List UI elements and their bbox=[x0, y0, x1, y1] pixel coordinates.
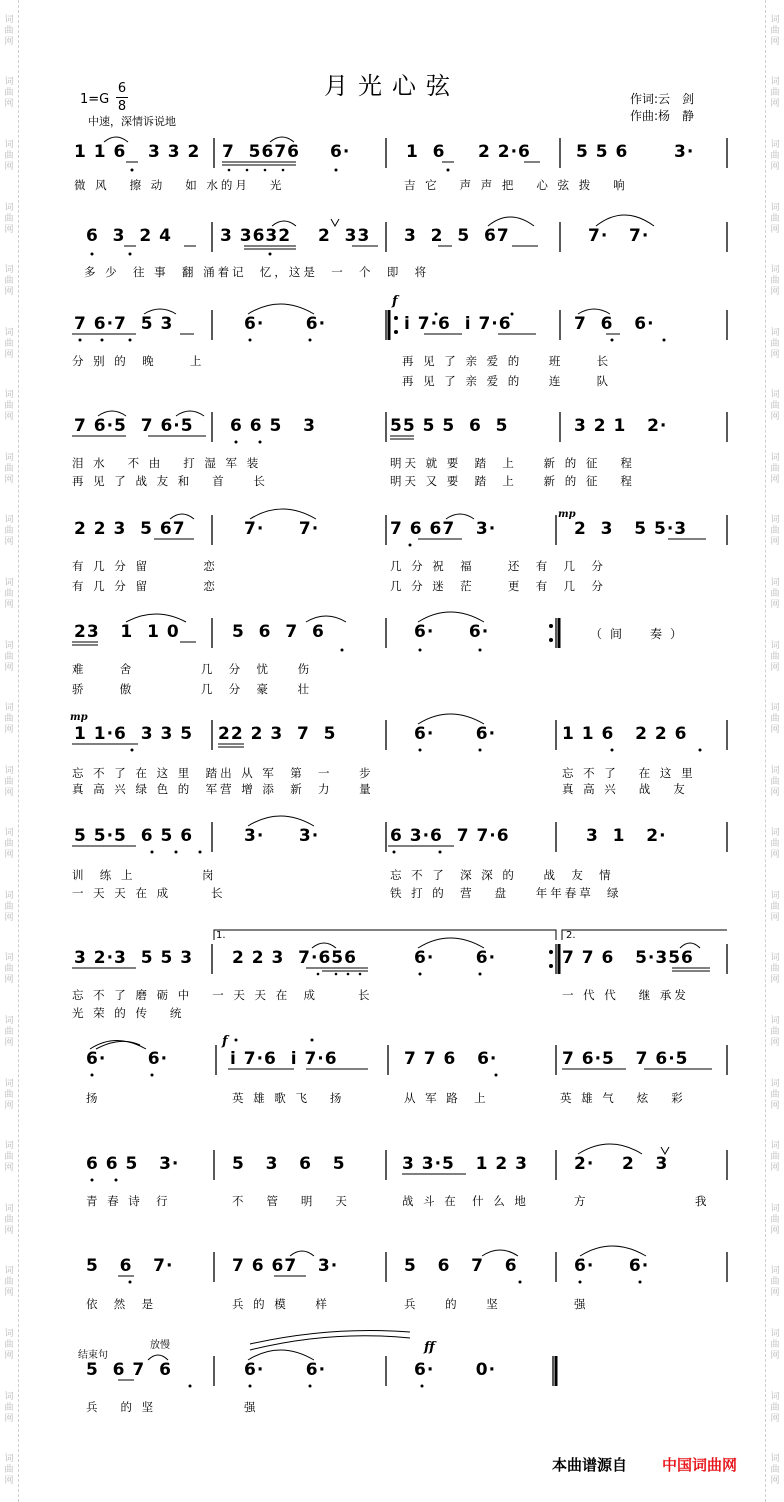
volta-second-label: 2. bbox=[566, 930, 576, 941]
watermark-text: 词曲网 bbox=[770, 139, 780, 172]
measure-notes: 7· 7· bbox=[244, 519, 320, 539]
watermark-text: 词曲网 bbox=[4, 515, 14, 548]
volta-brackets bbox=[214, 930, 727, 940]
watermark-text: 词曲网 bbox=[4, 77, 14, 110]
key-signature: 1=G bbox=[80, 92, 110, 107]
measure-notes: 6· bbox=[330, 142, 351, 162]
watermark-text: 词曲网 bbox=[770, 703, 780, 736]
watermark-text: 词曲网 bbox=[770, 77, 780, 110]
watermark-text: 词曲网 bbox=[4, 577, 14, 610]
lyricist-credit: 作词:云 剑 bbox=[630, 92, 695, 106]
measure-notes: 5 5 6 bbox=[576, 142, 629, 162]
lyric-line: 有 几 分 留 恋 bbox=[72, 559, 218, 573]
dynamic-forte: f bbox=[222, 1034, 228, 1049]
measure-notes: 5 6 7 6 bbox=[404, 1256, 518, 1276]
measure-notes: 23 1 1 0 bbox=[74, 622, 180, 642]
lyric-line: 英 雄 气 炫 彩 bbox=[560, 1091, 686, 1105]
lyric-line: 忘 不 了 深 深 的 战 友 情 bbox=[390, 868, 614, 882]
watermark-text: 词曲网 bbox=[770, 1266, 780, 1299]
measure-notes: 7 6 67 3· bbox=[232, 1256, 339, 1276]
measure-notes: i 7·6 i 7·6 bbox=[230, 1049, 338, 1069]
watermark-text: 词曲网 bbox=[4, 1266, 14, 1299]
watermark-text: 词曲网 bbox=[4, 202, 14, 235]
measure-notes: i 7·6 i 7·6 bbox=[404, 314, 512, 334]
measure-notes: 5 5·5 6 5 6 bbox=[74, 826, 194, 846]
lyric-line: 训 练 上 岗 bbox=[72, 868, 217, 882]
source-prefix: 本曲谱源自 bbox=[552, 1456, 628, 1474]
lyric-line: 兵 的 坚 bbox=[86, 1400, 157, 1414]
measure-notes: 1 1 6 2 2 6 bbox=[562, 724, 688, 744]
lyric-line: 再 见 了 亲 爱 的 班 长 bbox=[402, 354, 612, 368]
watermark-text: 词曲网 bbox=[770, 1016, 780, 1049]
lyric-line: 强 bbox=[244, 1400, 259, 1414]
measure-notes: 6· 6· bbox=[414, 724, 497, 744]
watermark-text: 词曲网 bbox=[770, 1203, 780, 1236]
watermark-text: 词曲网 bbox=[4, 1328, 14, 1361]
measure-notes: 22 2 3 7 5 bbox=[218, 724, 337, 744]
watermark-text: 词曲网 bbox=[770, 1141, 780, 1174]
watermark-text: 词曲网 bbox=[770, 765, 780, 798]
lyric-line: 不 管 明 天 bbox=[232, 1194, 350, 1208]
watermark-text: 词曲网 bbox=[770, 1454, 780, 1487]
measure-notes: 3 2·3 5 5 3 bbox=[74, 948, 194, 968]
measure-notes: 7· 7· bbox=[588, 226, 650, 246]
measure-notes: 1 6 bbox=[406, 142, 446, 162]
watermark-text: 词曲网 bbox=[4, 703, 14, 736]
lyric-line: 泪 水 不 由 打 湿 军 装 bbox=[72, 456, 262, 470]
measure-notes: 7 6·5 7 6·5 bbox=[562, 1049, 689, 1069]
watermark-text: 词曲网 bbox=[4, 1078, 14, 1111]
lyric-line: 青 春 诗 行 bbox=[86, 1194, 171, 1208]
watermark-text: 词曲网 bbox=[4, 640, 14, 673]
measure-notes: 6 6 5 3· bbox=[86, 1154, 180, 1174]
watermark-text: 词曲网 bbox=[770, 953, 780, 986]
meter-bottom: 8 bbox=[117, 99, 127, 114]
watermark-text: 词曲网 bbox=[4, 14, 14, 47]
lyric-line: 真 高 兴 绿 色 的 军营 增 添 新 力 量 bbox=[72, 782, 374, 796]
lyric-line: 忘 不 了 磨 砺 中 一 天 天 在 成 长 bbox=[72, 988, 373, 1002]
measure-notes: 2 33 bbox=[318, 226, 371, 246]
measure-notes: 3 3632 bbox=[220, 226, 292, 246]
lyric-line: 难 舍 几 分 忧 伤 bbox=[72, 662, 313, 676]
measure-notes: 2 2 3 5 67 bbox=[74, 519, 186, 539]
watermark-text: 词曲网 bbox=[770, 640, 780, 673]
lyric-line: 忘 不 了 在 这 里 bbox=[562, 766, 696, 780]
measure-notes: 3 2 5 67 bbox=[404, 226, 510, 246]
measure-notes: 7 6 67 3· bbox=[390, 519, 497, 539]
measure-notes: 6· 6· bbox=[414, 622, 490, 642]
watermark-text: 词曲网 bbox=[4, 1016, 14, 1049]
measure-notes: 1 1 6 bbox=[74, 142, 127, 162]
lyric-line: 吉 它 声 声 把 心 弦 拨 响 bbox=[404, 178, 628, 192]
measure-notes: 6 6 5 3 bbox=[230, 416, 316, 436]
watermark-text: 词曲网 bbox=[4, 1391, 14, 1424]
lyric-line: 光 荣 的 传 统 bbox=[72, 1006, 185, 1020]
watermark-text: 词曲网 bbox=[4, 953, 14, 986]
measure-notes: 7 5676 bbox=[222, 142, 300, 162]
measure-notes: 2 2·6 bbox=[478, 142, 531, 162]
lyric-line: 铁 打 的 营 盘 年年春草 绿 bbox=[390, 886, 622, 900]
watermark-text: 词曲网 bbox=[4, 139, 14, 172]
lyric-line: 再 见 了 亲 爱 的 连 队 bbox=[402, 374, 612, 388]
watermark-text: 词曲网 bbox=[770, 890, 780, 923]
lyric-line: 明天 就 要 踏 上 新 的 征 程 bbox=[390, 456, 635, 470]
watermark-text: 词曲网 bbox=[770, 265, 780, 298]
measure-notes: 2 3 5 5·3 bbox=[574, 519, 688, 539]
measure-notes: 3· 3· bbox=[244, 826, 320, 846]
song-title: 月光心弦 bbox=[324, 72, 460, 100]
watermark-text: 词曲网 bbox=[770, 202, 780, 235]
dynamic-forte: f bbox=[392, 294, 398, 309]
watermark-text: 词曲网 bbox=[770, 390, 780, 423]
measure-notes: 7 6·7 5 3 bbox=[74, 314, 174, 334]
lyric-line: 一 天 天 在 成 长 bbox=[72, 886, 226, 900]
measure-notes: 5 6 7 6 bbox=[232, 622, 325, 642]
lyric-line: 忘 不 了 在 这 里 踏出 从 军 第 一 步 bbox=[72, 766, 374, 780]
measure-notes: 6· 6· bbox=[574, 1256, 650, 1276]
watermark-text: 词曲网 bbox=[4, 452, 14, 485]
measure-notes: 3 1 2· bbox=[586, 826, 667, 846]
measure-notes: 3 2 1 2· bbox=[574, 416, 668, 436]
watermark-text: 词曲网 bbox=[4, 1141, 14, 1174]
dynamic-fortissimo: ff bbox=[424, 1340, 435, 1355]
measure-notes: 6· 6· bbox=[244, 314, 327, 334]
watermark-text: 词曲网 bbox=[770, 1328, 780, 1361]
lyric-line: 分 别 的 晚 上 bbox=[72, 354, 205, 368]
measure-notes: 6 3 2 4 bbox=[86, 226, 172, 246]
lyric-line: 依 然 是 bbox=[86, 1297, 157, 1311]
ritardando-label: 放慢 bbox=[150, 1340, 170, 1351]
watermark-text: 词曲网 bbox=[4, 890, 14, 923]
measure-notes: 2 2 3 7·656 bbox=[232, 948, 357, 968]
lyric-line: 兵 的 模 样 bbox=[232, 1297, 330, 1311]
lyric-line: 真 高 兴 战 友 bbox=[562, 782, 688, 796]
measure-notes: 3 3·5 1 2 3 bbox=[402, 1154, 528, 1174]
measure-notes: 7 7 6 5·356 bbox=[562, 948, 694, 968]
watermark-text: 词曲网 bbox=[770, 1078, 780, 1111]
interlude-label: （间 奏） bbox=[590, 627, 691, 641]
watermark-text: 词曲网 bbox=[770, 327, 780, 360]
watermark-text: 词曲网 bbox=[770, 14, 780, 47]
coda-label: 结束句 bbox=[78, 1350, 108, 1361]
site-name-link[interactable]: 中国词曲网 bbox=[662, 1456, 738, 1474]
lyric-line: 多 少 往 事 翻 涌着记 忆，这是 一 个 即 将 bbox=[84, 265, 430, 279]
composer-credit: 作曲:杨 静 bbox=[630, 109, 695, 123]
watermark-text: 词曲网 bbox=[770, 515, 780, 548]
measure-notes: 7 7 6 6· bbox=[404, 1049, 498, 1069]
measure-notes: 3 3 2 bbox=[148, 142, 201, 162]
meter-top: 6 bbox=[117, 81, 127, 96]
watermark-text: 词曲网 bbox=[4, 1454, 14, 1487]
lyric-line: 骄 傲 几 分 豪 壮 bbox=[72, 682, 313, 696]
measure-notes: 2· 2 3 bbox=[574, 1154, 669, 1174]
watermark-text: 词曲网 bbox=[770, 452, 780, 485]
volta-first-label: 1. bbox=[216, 930, 226, 941]
measure-notes: 7 6·5 7 6·5 bbox=[74, 416, 194, 436]
measure-notes: 3· bbox=[674, 142, 695, 162]
lyric-line: 有 几 分 留 恋 bbox=[72, 579, 218, 593]
dynamic-mezzo-piano: mp bbox=[70, 712, 88, 723]
measure-notes: 5 6 7 6 bbox=[86, 1360, 172, 1380]
measure-notes: 6· 6· bbox=[86, 1049, 169, 1069]
measure-notes: 6· 6· bbox=[414, 948, 497, 968]
measure-notes: 6 3·6 7 7·6 bbox=[390, 826, 510, 846]
measure-notes: 1 1·6 3 3 5 bbox=[74, 724, 194, 744]
lyric-line: 几 分 祝 福 还 有 几 分 bbox=[390, 559, 606, 573]
watermark-text: 词曲网 bbox=[770, 828, 780, 861]
measure-notes: 5 3 6 5 bbox=[232, 1154, 346, 1174]
lyric-line: 方 我 bbox=[574, 1194, 710, 1208]
watermark-text: 词曲网 bbox=[4, 390, 14, 423]
lyric-line: 再 见 了 战 友 和 首 长 bbox=[72, 474, 268, 488]
measure-notes: 5 6 7· bbox=[86, 1256, 174, 1276]
watermark-text: 词曲网 bbox=[4, 327, 14, 360]
measure-notes: 6· 6· bbox=[244, 1360, 327, 1380]
lyric-line: 几 分 迷 茫 更 有 几 分 bbox=[390, 579, 606, 593]
lyric-line: 战 斗 在 什 么 地 bbox=[402, 1194, 529, 1208]
watermark-text: 词曲网 bbox=[4, 765, 14, 798]
lyric-line: 强 bbox=[574, 1297, 589, 1311]
watermark-text: 词曲网 bbox=[4, 1203, 14, 1236]
lyric-line: 微 风 擦 动 如 水的月 光 bbox=[74, 178, 285, 192]
measure-notes: 7 6 6· bbox=[574, 314, 655, 334]
lyric-line: 扬 bbox=[86, 1091, 101, 1105]
lyric-line: 英 雄 歌 飞 扬 bbox=[232, 1091, 345, 1105]
watermark-text: 词曲网 bbox=[770, 577, 780, 610]
lyric-line: 一 代 代 继 承发 bbox=[562, 988, 689, 1002]
lyric-line: 从 军 路 上 bbox=[404, 1091, 489, 1105]
watermark-text: 词曲网 bbox=[4, 828, 14, 861]
watermark-text: 词曲网 bbox=[770, 1391, 780, 1424]
tempo-marking: 中速，深情诉说地 bbox=[88, 115, 176, 128]
lyric-line: 明天 又 要 踏 上 新 的 征 程 bbox=[390, 474, 635, 488]
dynamic-mezzo-piano: mp bbox=[558, 509, 576, 520]
lyric-line: 兵 的 坚 bbox=[404, 1297, 501, 1311]
measure-notes: 55 5 5 6 5 bbox=[390, 416, 509, 436]
watermark-text: 词曲网 bbox=[4, 265, 14, 298]
measure-notes: 6· 0· bbox=[414, 1360, 497, 1380]
